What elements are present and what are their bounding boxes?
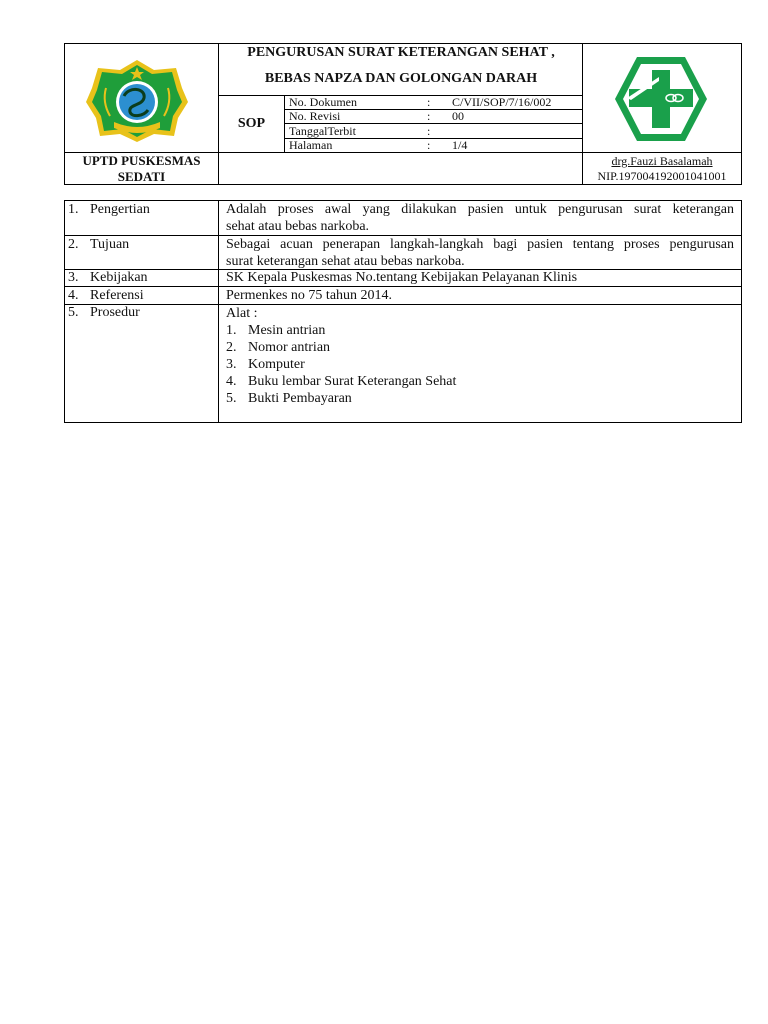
meta-separator: : [427, 109, 431, 123]
signatory-name: drg.Fauzi Basalamah [611, 154, 713, 168]
list-item [226, 373, 734, 390]
district-crest-logo [84, 58, 190, 142]
row-label: Prosedur [90, 305, 140, 320]
row-label-pengertian [68, 202, 216, 219]
meta-value: 1/4 [452, 138, 468, 152]
row-line: sehat atau bebas narkoba. [226, 218, 370, 234]
meta-separator: : [427, 138, 431, 152]
row-line: SK Kepala Puskesmas No.tentang Kebijakan Pelayanan Klinis [226, 270, 578, 285]
list-number: 2. [226, 340, 237, 355]
list-item [226, 390, 734, 407]
row-label-referensi [68, 288, 216, 305]
list-text: Nomor antrian [248, 340, 331, 355]
meta-row [289, 109, 579, 123]
row-label: Pengertian [90, 202, 150, 217]
sop-label: SOP [237, 116, 266, 131]
row-line: Adalah proses awal yang dilakukan pasien untuk pengurusan surat keterangan [226, 202, 734, 217]
title-line-2: BEBAS NAPZA DAN GOLONGAN DARAH [264, 71, 538, 86]
meta-label: TanggalTerbit [289, 124, 356, 138]
row-line: surat keterangan sehat atau bebas narkoba. [226, 253, 465, 269]
row-line: Permenkes no 75 tahun 2014. [226, 288, 393, 303]
row-label: Tujuan [90, 237, 130, 252]
puskesmas-logo [613, 54, 709, 144]
row-label-tujuan [68, 237, 216, 254]
meta-label: Halaman [289, 138, 333, 152]
list-text: Bukti Pembayaran [248, 391, 352, 406]
meta-row [289, 138, 579, 152]
meta-value: 00 [452, 109, 464, 123]
list-number: 1. [226, 323, 237, 338]
row-text-pengertian [226, 202, 734, 235]
row-label-kebijakan [68, 270, 216, 287]
meta-label: No. Dokumen [289, 95, 357, 109]
row-number: 1. [68, 202, 79, 217]
row-number: 2. [68, 237, 79, 252]
row-label-prosedur [68, 305, 216, 322]
list-number: 4. [226, 374, 237, 389]
prosedur-intro: Alat : [226, 306, 258, 321]
document-title [219, 44, 583, 87]
row-text-tujuan [226, 237, 734, 270]
row-text-referensi [226, 288, 734, 305]
row-text-kebijakan [226, 270, 734, 287]
meta-separator: : [427, 95, 431, 109]
list-number: 3. [226, 357, 237, 372]
title-line-1: PENGURUSAN SURAT KETERANGAN SEHAT , [247, 45, 555, 60]
list-item [226, 339, 734, 356]
row-label: Referensi [90, 288, 144, 303]
list-text: Buku lembar Surat Keterangan Sehat [248, 374, 457, 389]
meta-row [289, 124, 579, 138]
meta-label: No. Revisi [289, 109, 341, 123]
list-text: Mesin antrian [248, 323, 326, 338]
meta-separator: : [427, 124, 431, 138]
unit-line-2: SEDATI [117, 169, 166, 184]
row-label: Kebijakan [90, 270, 148, 285]
meta-row [289, 95, 579, 109]
signatory [583, 154, 741, 184]
unit-name [65, 153, 218, 185]
meta-value: C/VII/SOP/7/16/002 [452, 95, 552, 109]
list-item [226, 322, 734, 339]
signatory-nip: NIP.197004192001041001 [597, 169, 727, 183]
row-number: 4. [68, 288, 79, 303]
unit-line-1: UPTD PUSKESMAS [82, 153, 201, 168]
list-text: Komputer [248, 357, 305, 372]
row-number: 3. [68, 270, 79, 285]
row-number: 5. [68, 305, 79, 320]
row-line: Sebagai acuan penerapan langkah-langkah bagi pasien tentang proses pengurusan [226, 237, 734, 252]
list-number: 5. [226, 391, 237, 406]
row-text-prosedur [226, 305, 734, 407]
list-item [226, 356, 734, 373]
